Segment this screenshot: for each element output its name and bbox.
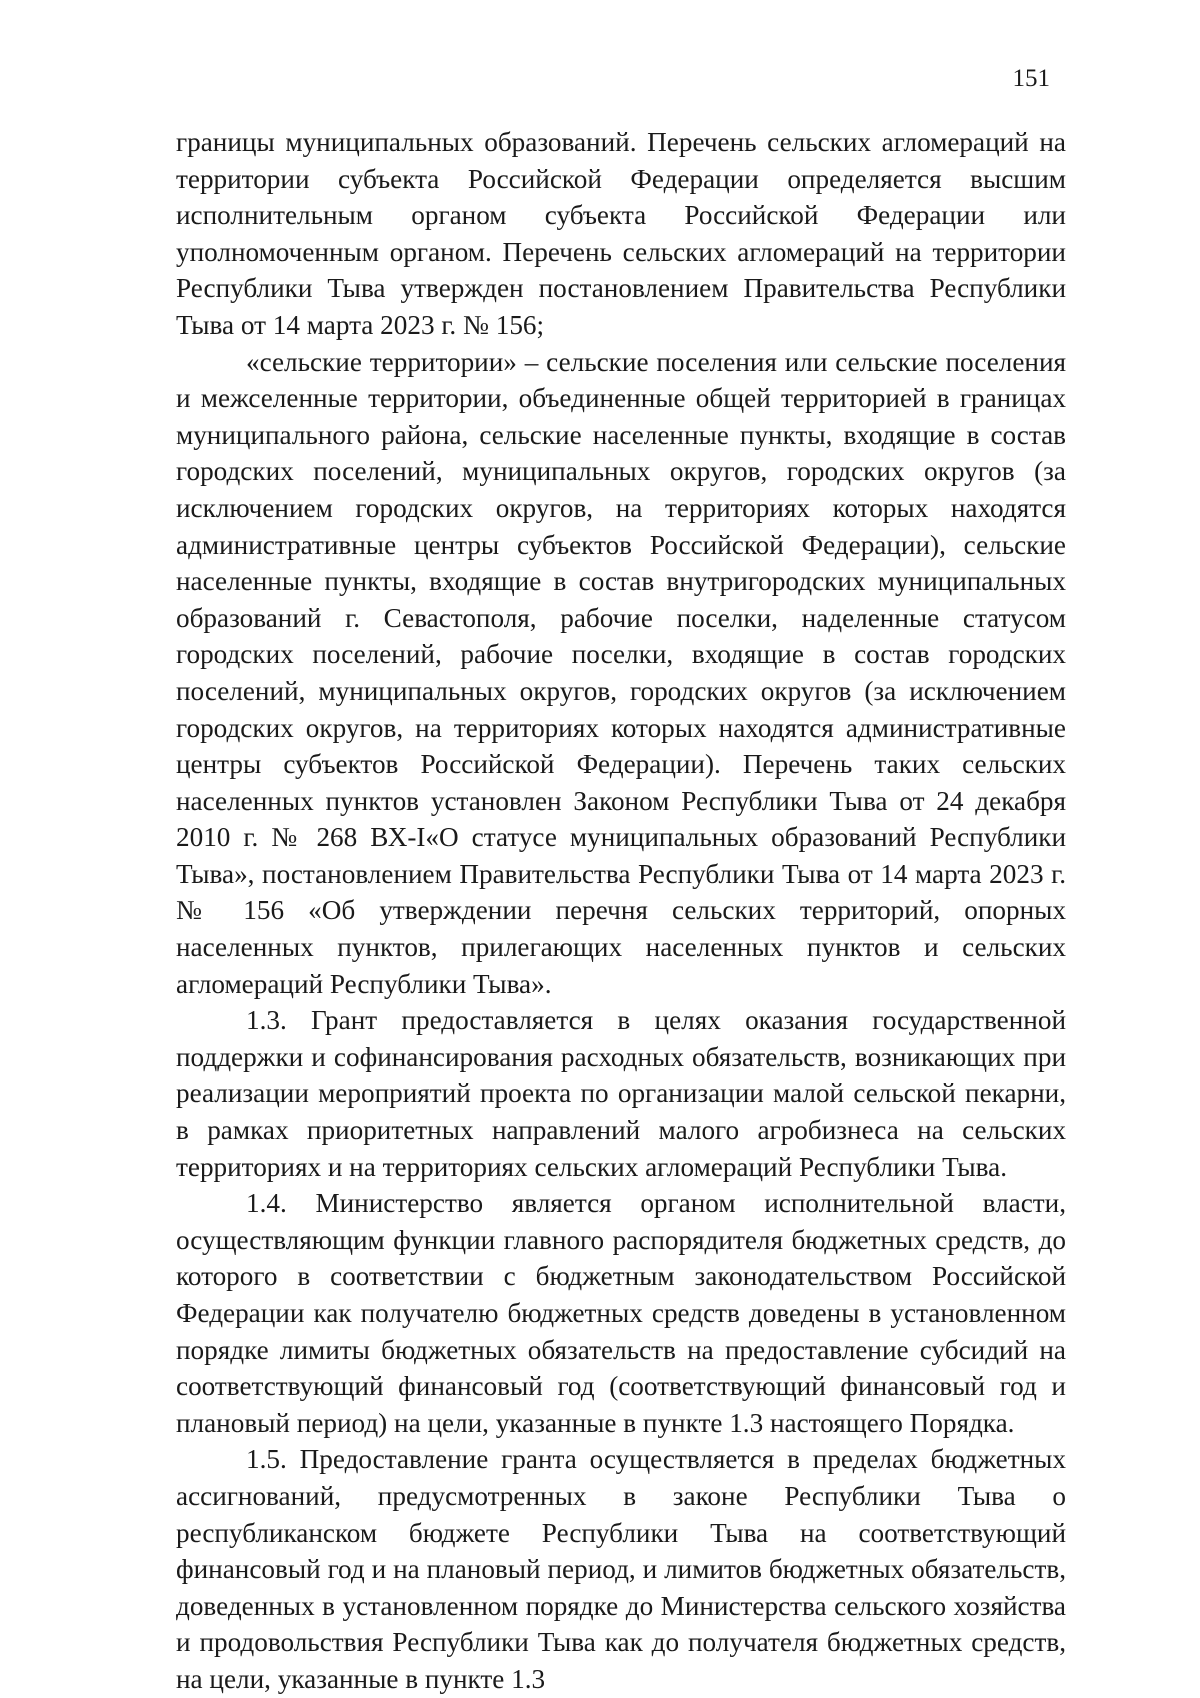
paragraph-1-5-grant-limits: 1.5. Предоставление гранта осуществляется в пределах бюджетных ассигнований, предусмотренных в законе Республики Тыва о республиканском бюджете Республики Тыва на соответствующий финансовый год и на плановый период, и лимитов бюджетных обязательств, доведенных в установленном порядке до Министерства сельского хозяйства и продовольствия Республики Тыва как до получателя бюджетных средств, на цели, указанные в пункте 1.3 bbox=[176, 1444, 1066, 1694]
paragraph-1-3-grant-purpose: 1.3. Грант предоставляется в целях оказания государственной поддержки и софинансирования расходных обязательств, возникающих при реализации мероприятий проекта по организации малой сельской пекарни, в рамках приоритетных направлений малого агробизнеса на сельских территориях и на территориях сельских агломераций Республики Тыва. bbox=[176, 1005, 1066, 1182]
paragraph-rural-territories-definition: «сельские территории» – сельские поселения или сельские поселения и межселенные территории, объединенные общей территорией в границах муниципального района, сельские населенные пункты, входящие в состав городских поселений, муниципальных округов, городских округов (за исключением городских округов, на территориях которых находятся административные центры субъектов Российской Федерации), сельские населенные пункты, входящие в состав внутригородских муниципальных образований г. Севастополя, рабочие поселки, наделенные статусом городских поселений, рабочие поселки, входящие в состав городских поселений, муниципальных округов, городских округов (за исключением городских округов, на территориях которых находятся административные центры субъектов Российской Федерации). Перечень таких сельских населенных пунктов установлен Законом Республики Тыва от 24 декабря 2010 г. № 268 ВХ-I«О статусе муниципальных образований Республики Тыва», постановлением Правительства Республики Тыва от 14 марта 2023 г. № 156 «Об утверждении перечня сельских территорий, опорных населенных пунктов, прилегающих населенных пунктов и сельских агломераций Республики Тыва». bbox=[176, 346, 1066, 999]
document-body bbox=[176, 124, 1066, 1698]
paragraph-1-4-ministry: 1.4. Министерство является органом исполнительной власти, осуществляющим функции главного распорядителя бюджетных средств, до которого в соответствии с бюджетным законодательством Российской Федерации как получателю бюджетных средств доведены в установленном порядке лимиты бюджетных обязательств на предоставление субсидий на соответствующий финансовый год (соответствующий финансовый год и плановый период) на цели, указанные в пункте 1.3 настоящего Порядка. bbox=[176, 1188, 1066, 1438]
paragraph-rural-agglomerations-continuation: границы муниципальных образований. Перечень сельских агломераций на территории субъекта Российской Федерации определяется высшим исполнительным органом субъекта Российской Федерации или уполномоченным органом. Перечень сельских агломераций на территории Республики Тыва утвержден постановлением Правительства Республики Тыва от 14 марта 2023 г. № 156; bbox=[176, 127, 1066, 340]
page-number: 151 bbox=[1012, 65, 1050, 92]
